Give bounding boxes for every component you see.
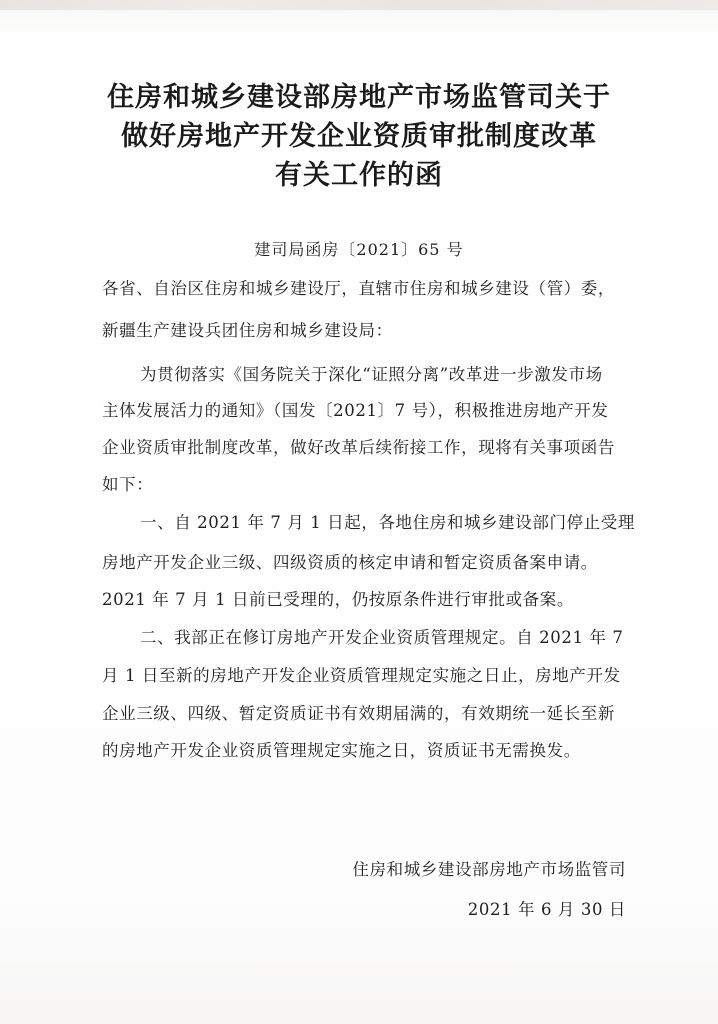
title-line-1: 住房和城乡建设部房地产市场监管司关于 <box>107 82 611 113</box>
scan-edge <box>0 0 718 10</box>
signing-organization: 住房和城乡建设部房地产市场监管司 <box>352 860 626 879</box>
item-1-line-2: 房地产开发企业三级、四级资质的核定申请和暂定资质备案申请。 <box>102 553 598 572</box>
item-1-line-1: 一、自 2021 年 7 月 1 日起，各地住房和城乡建设部门停止受理 <box>140 513 635 532</box>
title-line-3: 有关工作的函 <box>275 160 443 191</box>
addressee-line-1: 各省、自治区住房和城乡建设厅，直辖市住房和城乡建设（管）委， <box>102 279 615 298</box>
paragraph-1-line-4: 如下： <box>102 475 154 494</box>
item-1-line-3: 2021 年 7 月 1 日前已受理的，仍按原条件进行审批或备案。 <box>102 590 575 609</box>
paragraph-1-line-1: 为贯彻落实《国务院关于深化“证照分离”改革进一步激发市场 <box>140 365 603 384</box>
paragraph-1-line-2: 主体发展活力的通知》（国发〔2021〕7 号），积极推进房地产开发 <box>102 401 609 420</box>
item-2-line-3: 企业三级、四级、暂定资质证书有效期届满的，有效期统一延长至新 <box>102 704 615 723</box>
signing-date: 2021 年 6 月 30 日 <box>467 900 626 919</box>
item-2-line-2: 月 1 日至新的房地产开发企业资质管理规定实施之日止，房地产开发 <box>102 666 621 685</box>
item-2-line-4: 的房地产开发企业资质管理规定实施之日，资质证书无需换发。 <box>102 741 581 760</box>
document-number: 建司局函房〔2021〕65 号 <box>254 240 464 259</box>
item-2-line-1: 二、我部正在修订房地产开发企业资质管理规定。自 2021 年 7 <box>140 628 624 647</box>
title-line-2: 做好房地产开发企业资质审批制度改革 <box>121 121 597 152</box>
document-title <box>0 78 718 195</box>
paragraph-1-line-3: 企业资质审批制度改革，做好改革后续衔接工作，现将有关事项函告 <box>102 438 615 457</box>
addressee-line-2: 新疆生产建设兵团住房和城乡建设局： <box>102 321 393 340</box>
